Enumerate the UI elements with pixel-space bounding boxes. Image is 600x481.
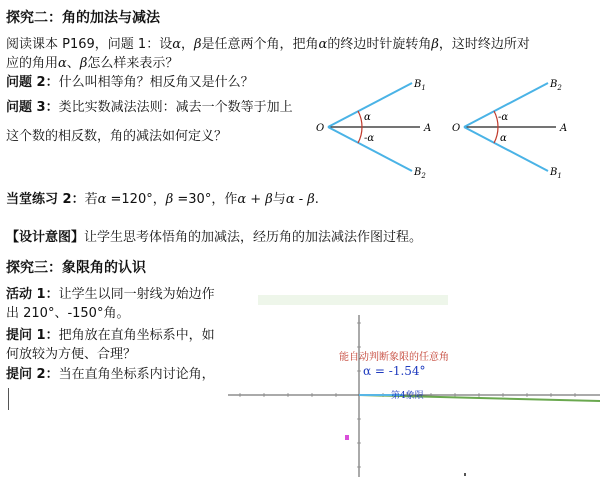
question-3-text: 类比实数减法法则：减去一个数等于加上 (58, 100, 293, 115)
question-2-text: 什么叫相等角？相反角又是什么？ (58, 75, 254, 90)
intro-text-c: 的终边时针旋转角 (327, 37, 432, 52)
label-B2: $B_2$ (414, 167, 426, 180)
angle-figure-right (448, 75, 580, 181)
alpha-value: =120° (106, 192, 153, 207)
design-intent-text: 让学生思考体悟角的加减法，经历角的加法减法作图过程。 (84, 230, 423, 245)
label-B1: $B_1$ (550, 167, 562, 180)
question-2-label: 问题 2： (6, 75, 59, 90)
period: . (314, 192, 319, 207)
activity-1-line-2: 出 210°、-150°角。 (6, 306, 130, 321)
activity-1-label: 活动 1： (6, 287, 59, 302)
section2-heading: 探究二：角的加法与减法 (6, 10, 160, 26)
ask-1-line-1 (6, 327, 215, 345)
label-B2: $B_2$ (550, 79, 562, 92)
question-2 (6, 74, 254, 92)
exercise-label: 当堂练习 2： (6, 192, 85, 207)
toolbar-strip (258, 295, 448, 305)
alpha-symbol: α (172, 37, 181, 52)
ask-2-text: 当在直角坐标系内讨论角， (58, 367, 215, 382)
arc-neg-alpha (358, 127, 362, 143)
intro-text-e: 应的角用 (6, 56, 59, 71)
intro-text-f: 怎么样来表示？ (87, 56, 179, 71)
point-marker (345, 435, 349, 440)
alpha-readout: α = -1.54° (363, 364, 426, 378)
geogebra-panel (228, 287, 600, 477)
geogebra-caption: 能自动判断象限的任意角 (339, 352, 449, 363)
intro-text-a: 阅读课本 P169，问题 1：设 (6, 37, 173, 52)
label-alpha: α (364, 112, 371, 123)
ask-1-label: 提问 1： (6, 328, 59, 343)
question-3-label: 问题 3： (6, 100, 59, 115)
separator: ， (152, 192, 166, 207)
label-alpha: α (500, 133, 507, 144)
intro-line-2 (6, 55, 178, 73)
beta-symbol: β (165, 192, 174, 207)
beta-value: =30° (173, 192, 212, 207)
label-B1: $B_1$ (414, 79, 426, 92)
coordinate-plane (228, 287, 600, 477)
comma: ， (180, 37, 194, 52)
question-3-line-2: 这个数的相反数，角的减法如何定义？ (6, 129, 228, 144)
beta-symbol: β (79, 56, 88, 71)
exercise-text: 与 (272, 192, 286, 207)
margin-mark (8, 388, 9, 410)
intro-text-d: ，这时终边所对 (438, 37, 530, 52)
alpha-symbol: α (58, 56, 67, 71)
arc-alpha (494, 127, 498, 143)
label-A: A (424, 123, 432, 134)
quadrant-label: 第4象限 (391, 391, 424, 401)
difference-expression: α - β (285, 192, 315, 207)
alpha-symbol: α (318, 37, 328, 52)
design-intent-label: 【设计意图】 (6, 230, 85, 245)
point-marker (464, 473, 466, 476)
activity-1-line-1 (6, 286, 215, 304)
ask-1-line-2: 何放较为方便、合理？ (6, 347, 137, 362)
design-intent (6, 229, 422, 247)
intro-text-b: 是任意两个角，把角 (201, 37, 319, 52)
separator: 、 (66, 56, 80, 71)
label-O: O (452, 123, 461, 134)
sum-expression: α + β (237, 192, 273, 207)
exercise-text: 若 (84, 192, 98, 207)
question-3-line-1 (6, 99, 293, 117)
label-A: A (560, 123, 568, 134)
angle-figure-left (312, 75, 444, 181)
arc-alpha (358, 111, 362, 127)
beta-symbol: β (194, 37, 202, 52)
ask-2-line-1 (6, 366, 215, 384)
activity-1-text: 让学生以同一射线为始边作 (58, 287, 215, 302)
label-O: O (316, 123, 325, 134)
ask-2-label: 提问 2： (6, 367, 59, 382)
ask-1-text: 把角放在直角坐标系中，如 (58, 328, 215, 343)
intro-line-1 (6, 36, 530, 54)
exercise-2 (6, 191, 319, 209)
section3-heading: 探究三：象限角的认识 (6, 260, 146, 276)
label-neg-alpha: -α (498, 112, 509, 123)
beta-symbol: β (431, 37, 439, 52)
label-neg-alpha: -α (364, 133, 375, 144)
exercise-text: ，作 (211, 192, 238, 207)
alpha-symbol: α (97, 192, 107, 207)
